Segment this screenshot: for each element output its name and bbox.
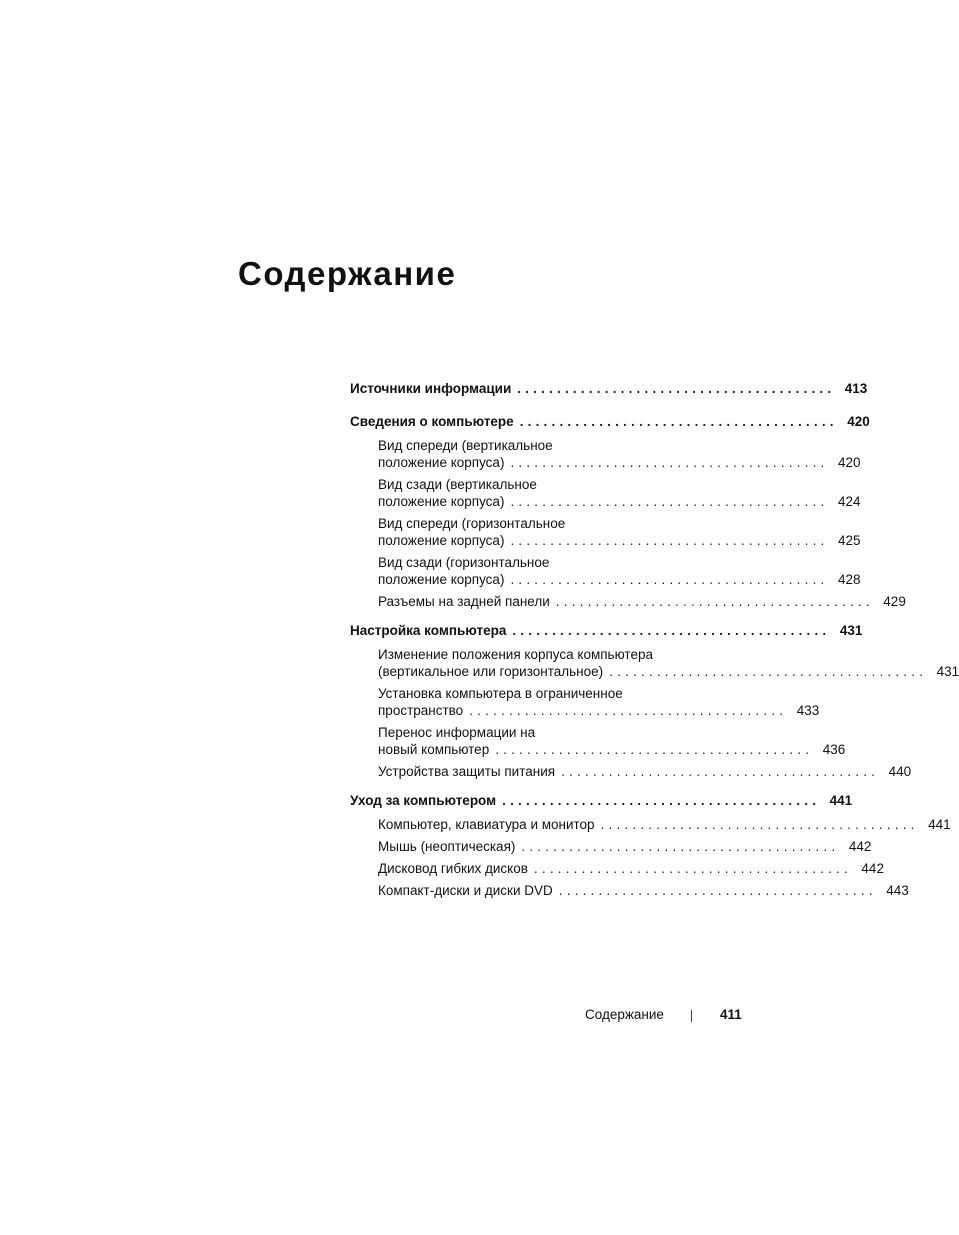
dot-leader: ........................................: [469, 703, 788, 718]
toc-heading-line[interactable]: [350, 379, 868, 401]
toc-entry[interactable]: [350, 593, 906, 610]
toc-entry-label-first-line: Вид спереди (горизонтальное: [378, 516, 566, 531]
toc-heading-line[interactable]: [350, 621, 863, 643]
toc-entry[interactable]: [350, 860, 884, 877]
toc-entry-line[interactable]: [378, 702, 820, 719]
dot-leader: ........................................: [533, 861, 852, 876]
toc-entry[interactable]: [350, 763, 912, 780]
toc-entry-page-number: 436: [822, 742, 846, 757]
toc-entry-page-number: 443: [886, 883, 909, 898]
toc-section: [350, 412, 906, 610]
toc-entry[interactable]: [350, 476, 861, 510]
toc-entry-line[interactable]: [378, 741, 846, 758]
toc-heading-label: Настройка компьютера: [350, 623, 507, 638]
dot-leader: ........................................: [519, 414, 838, 429]
toc-entry-label: Разъемы на задней панели: [378, 594, 550, 609]
dot-leader: ........................................: [561, 764, 880, 779]
table-of-contents: [350, 379, 959, 910]
dot-leader: ........................................: [609, 664, 928, 679]
page-title: Содержание: [238, 255, 457, 292]
toc-entry-label-first-line: Вид спереди (вертикальное: [378, 438, 553, 453]
toc-entry-page-number: 425: [837, 533, 861, 548]
dot-leader: ........................................: [517, 381, 836, 396]
toc-entry-line[interactable]: [378, 816, 951, 833]
toc-entry-line[interactable]: [378, 663, 959, 680]
toc-entry-label: новый компьютер: [378, 742, 490, 757]
toc-entry-line[interactable]: [378, 882, 909, 899]
toc-entry-page-number: 433: [796, 703, 820, 718]
toc-heading-line[interactable]: [350, 412, 870, 434]
toc-entry-page-number: 424: [837, 494, 861, 509]
toc-entry-label-first-line: Вид сзади (вертикальное: [378, 477, 537, 492]
toc-entry[interactable]: [350, 882, 909, 899]
toc-heading-label: Сведения о компьютере: [350, 414, 514, 429]
footer-separator: [691, 1010, 692, 1022]
toc-entry-line[interactable]: [378, 593, 906, 610]
dot-leader: ........................................: [521, 839, 840, 854]
toc-entry-label-first-line: Вид сзади (горизонтальное: [378, 555, 550, 570]
toc-entry-page-number: 441: [928, 817, 951, 832]
toc-heading-label: Уход за компьютером: [350, 793, 497, 808]
toc-entry[interactable]: [350, 554, 861, 588]
toc-entry-label: положение корпуса): [378, 455, 505, 470]
toc-entry-label-first-line: Перенос информации на: [378, 725, 536, 740]
toc-entry-page-number: 431: [936, 664, 959, 679]
toc-entry-line[interactable]: [378, 838, 872, 855]
toc-entry-line[interactable]: [378, 532, 861, 549]
toc-section: [350, 791, 951, 899]
toc-entry-line[interactable]: [378, 493, 861, 510]
toc-entry-label-first-line: Установка компьютера в ограниченное: [378, 686, 623, 701]
dot-leader: ........................................: [510, 494, 829, 509]
toc-entry-page-number: 420: [837, 455, 861, 470]
dot-leader: ........................................: [510, 533, 829, 548]
toc-heading-line[interactable]: [350, 791, 853, 813]
toc-entry-page-number: 440: [888, 764, 912, 779]
toc-section: [350, 621, 959, 780]
toc-heading-page-number: 413: [844, 381, 868, 396]
dot-leader: ........................................: [555, 594, 874, 609]
toc-entry-label: (вертикальное или горизонтальное): [378, 664, 604, 679]
dot-leader: ........................................: [558, 883, 877, 898]
toc-entry-label: Дисковод гибких дисков: [378, 861, 528, 876]
toc-entry-label: положение корпуса): [378, 572, 505, 587]
footer-section-label: Содержание: [585, 1007, 664, 1022]
toc-entry[interactable]: [350, 685, 820, 719]
toc-entry-page-number: 428: [837, 572, 861, 587]
toc-entry-line[interactable]: [378, 860, 884, 877]
toc-heading-page-number: 431: [839, 623, 863, 638]
toc-entry-label: положение корпуса): [378, 533, 505, 548]
toc-entry[interactable]: [350, 724, 846, 758]
toc-entry-label: пространство: [378, 703, 464, 718]
toc-entry-label: положение корпуса): [378, 494, 505, 509]
toc-entry[interactable]: [350, 515, 861, 549]
toc-entry-label: Компакт-диски и диски DVD: [378, 883, 553, 898]
toc-heading-page-number: 420: [847, 414, 870, 429]
toc-entry-page-number: 442: [861, 861, 884, 876]
toc-entry-label: Мышь (неоптическая): [378, 839, 516, 854]
toc-heading-page-number: 441: [829, 793, 853, 808]
toc-entry-line[interactable]: [378, 571, 861, 588]
dot-leader: ........................................: [510, 572, 829, 587]
page-footer: [585, 1006, 742, 1024]
toc-entry-page-number: 429: [883, 594, 906, 609]
toc-entry[interactable]: [350, 437, 861, 471]
dot-leader: ........................................: [600, 817, 919, 832]
toc-entry[interactable]: [350, 646, 959, 680]
toc-entry-label: Устройства защиты питания: [378, 764, 556, 779]
toc-entry[interactable]: [350, 838, 872, 855]
footer-page-number: 411: [720, 1007, 742, 1022]
dot-leader: ........................................: [512, 623, 831, 638]
toc-entry-label-first-line: Изменение положения корпуса компьютера: [378, 647, 653, 662]
dot-leader: ........................................: [495, 742, 814, 757]
toc-entry-line[interactable]: [378, 454, 861, 471]
toc-heading-label: Источники информации: [350, 381, 512, 396]
toc-entry-page-number: 442: [848, 839, 872, 854]
toc-entry[interactable]: [350, 816, 951, 833]
toc-section: [350, 379, 868, 401]
dot-leader: ........................................: [510, 455, 829, 470]
dot-leader: ........................................: [502, 793, 821, 808]
toc-entry-label: Компьютер, клавиатура и монитор: [378, 817, 595, 832]
toc-entry-line[interactable]: [378, 763, 912, 780]
